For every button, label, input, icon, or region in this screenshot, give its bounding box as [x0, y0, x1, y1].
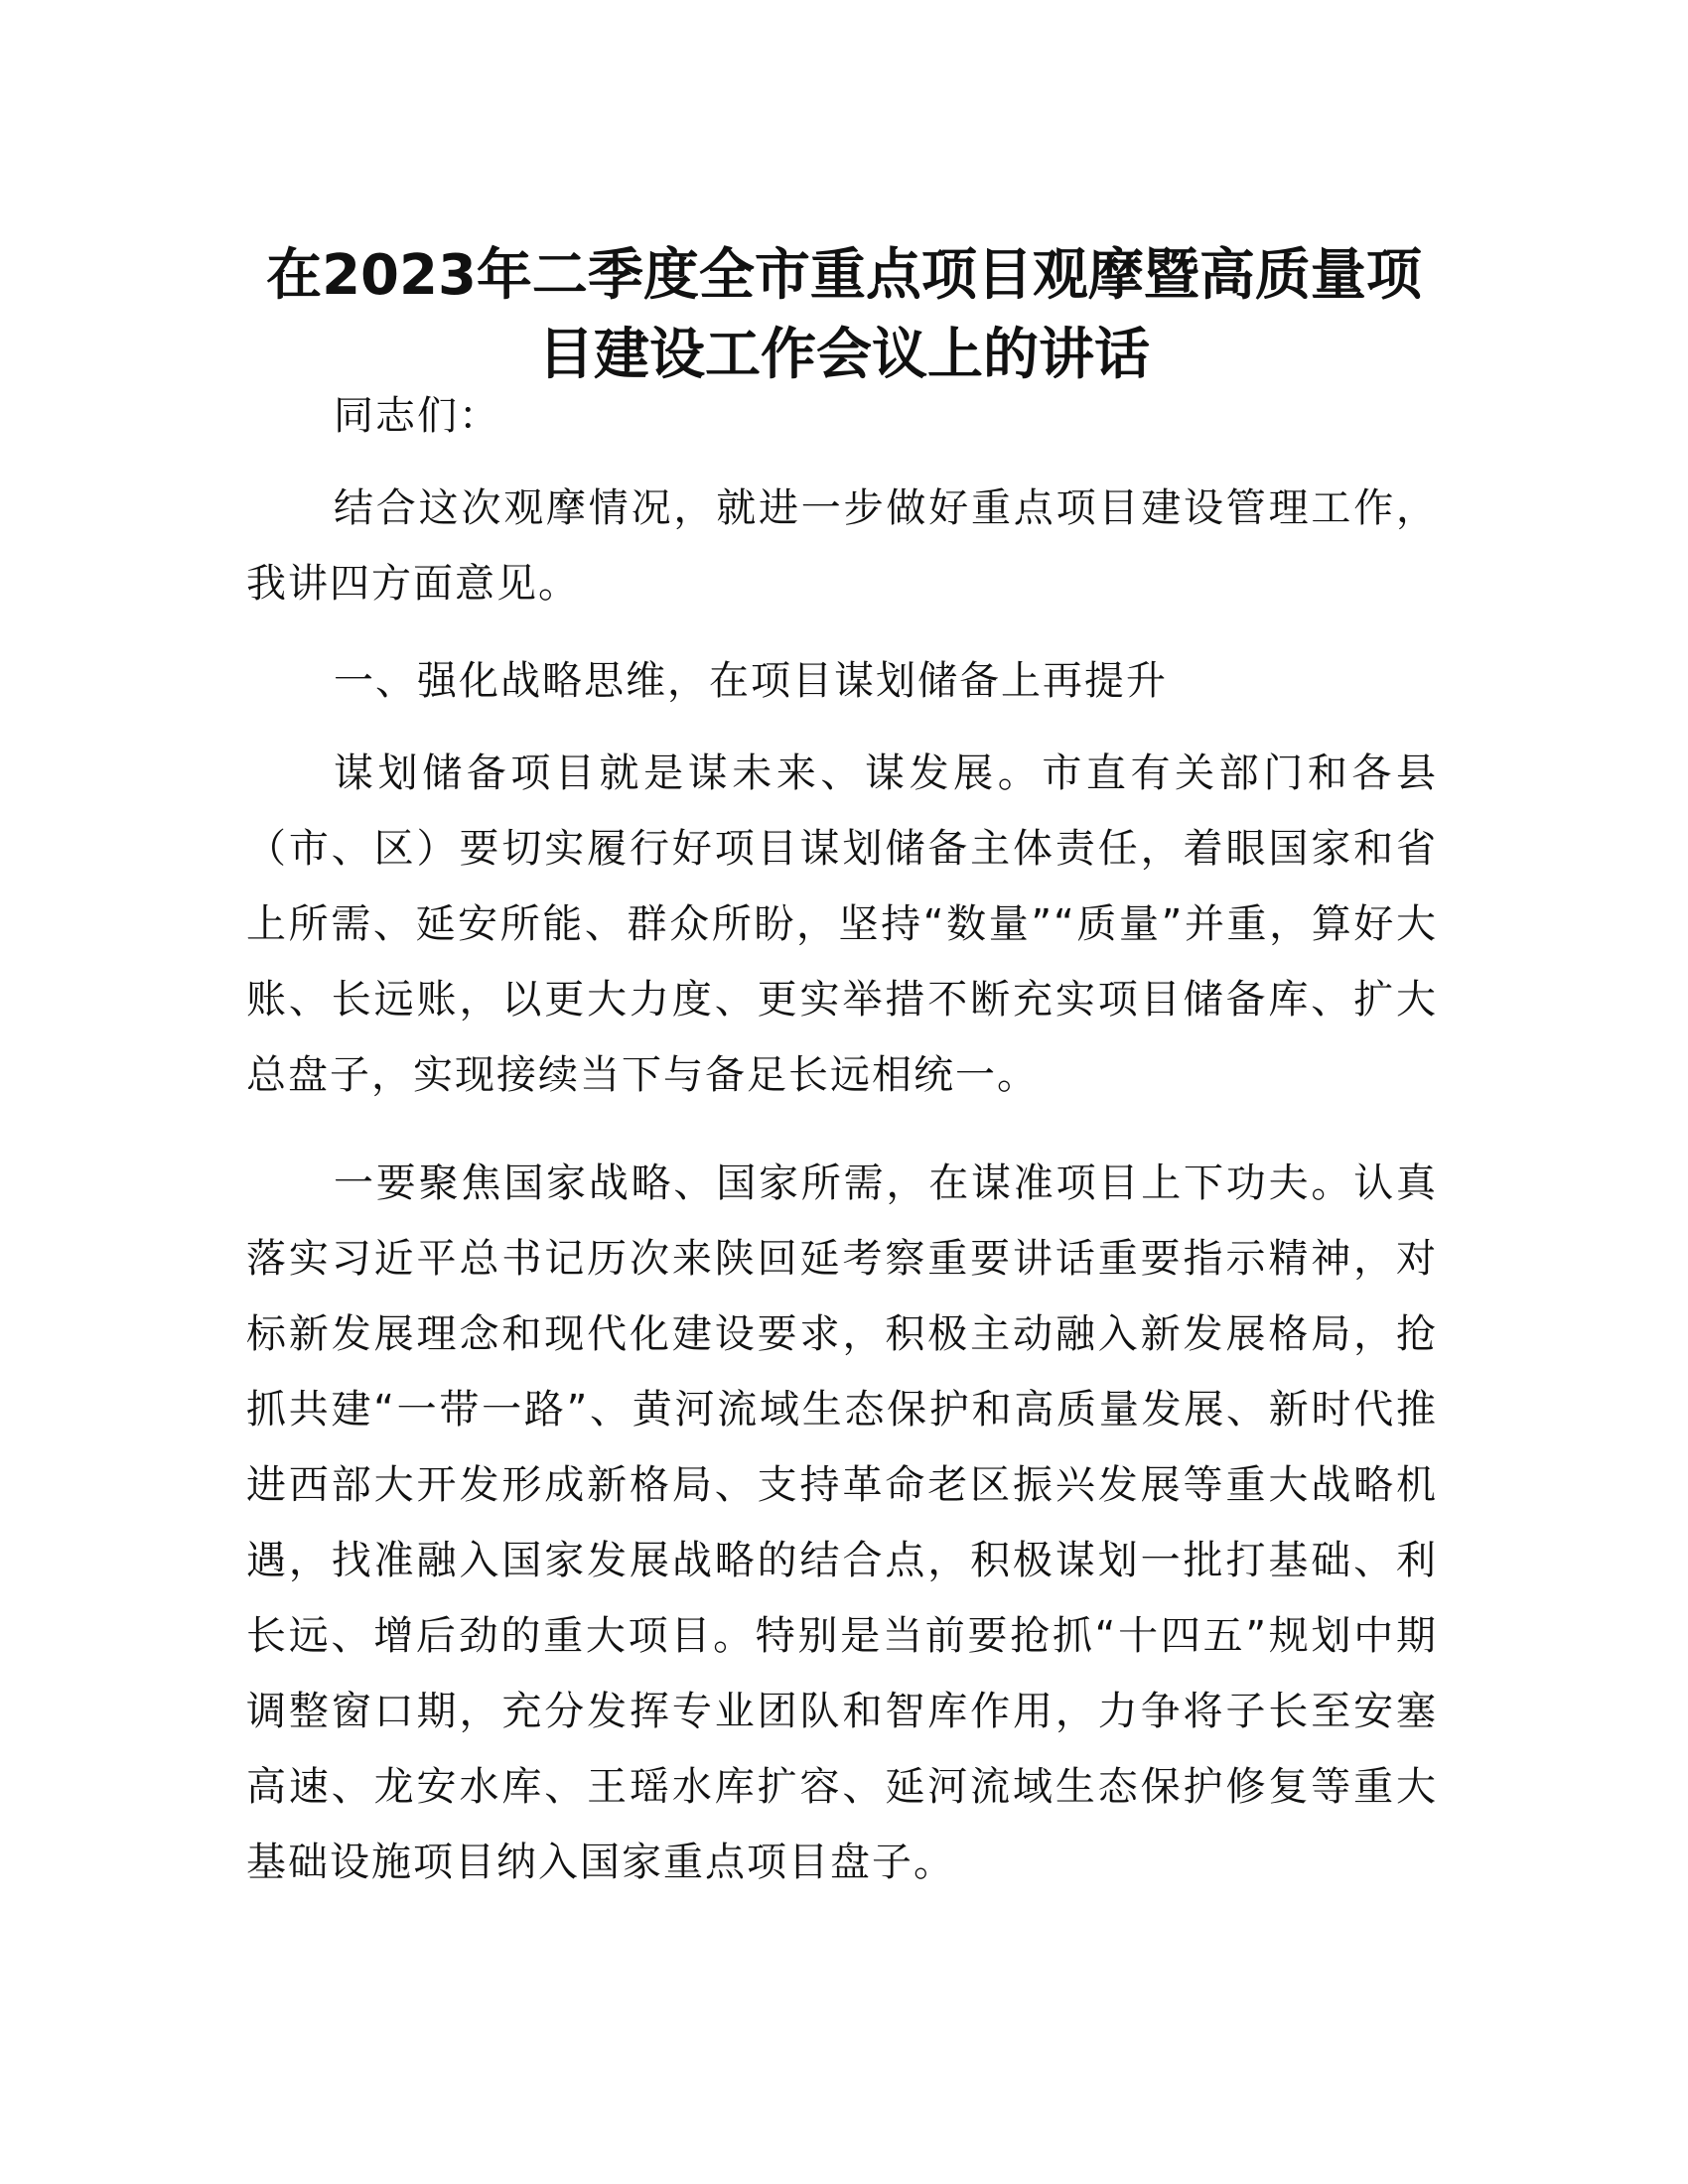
body-paragraph-2: 一要聚焦国家战略、国家所需，在谋准项目上下功夫。认真落实习近平总书记历次来陕回延考察重要讲话重要指示精神，对标新发展理念和现代化建设要求，积极主动融入新发展格局，抢抓共建“一带一路”、黄河流域生态保护和高质量发展、新时代推进西部大开发形成新格局、支持革命老区振兴发展等重大战略机遇，找准融入国家发展战略的结合点，积极谋划一批打基础、利长远、增后劲的重大项目。特别是当前要抢抓“十四五”规划中期调整窗口期，充分发挥专业团队和智库作用，力争将子长至安塞高速、龙安水库、王瑶水库扩容、延河流域生态保护修复等重大基础设施项目纳入国家重点项目盘子。	[246, 1160, 1438, 1885]
greeting: 同志们：	[334, 393, 500, 439]
document-title-line-1: 在2023年二季度全市重点项目观摩暨高质量项	[266, 242, 1422, 308]
section-heading-1: 一、强化战略思维，在项目谋划储备上再提升	[334, 658, 1168, 704]
document-title-line-2: 目建设工作会议上的讲话	[538, 322, 1150, 387]
document-title	[238, 236, 1450, 395]
body-paragraph-1: 谋划储备项目就是谋未来、谋发展。市直有关部门和各县（市、区）要切实履行好项目谋划储备主体责任，着眼国家和省上所需、延安所能、群众所盼，坚持“数量”“质量”并重，算好大账、长远账，以更大力度、更实举措不断充实项目储备库、扩大总盘子，实现接续当下与备足长远相统一。	[246, 751, 1438, 1098]
intro-paragraph: 结合这次观摩情况，就进一步做好重点项目建设管理工作，我讲四方面意见。	[246, 485, 1438, 607]
